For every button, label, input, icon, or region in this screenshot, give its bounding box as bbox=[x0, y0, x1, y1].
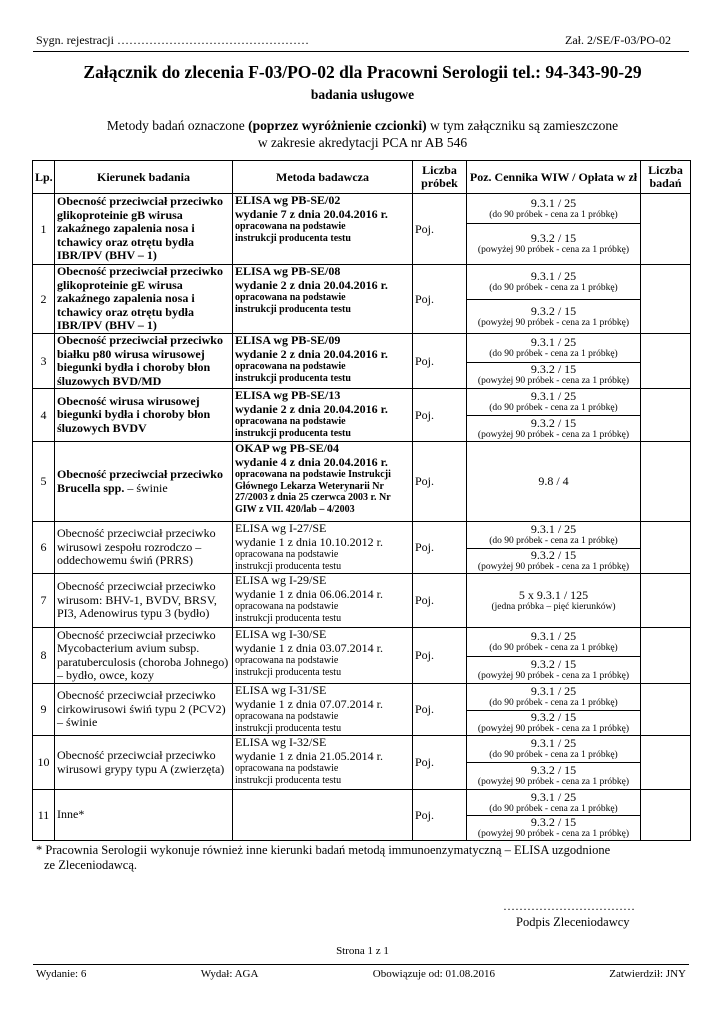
price-note: (powyżej 90 próbek - cena za 1 próbkę) bbox=[477, 245, 630, 255]
method-basis: opracowana na podstawie bbox=[235, 711, 339, 722]
cell-lp: 3 bbox=[33, 334, 55, 389]
method-basis: opracowana na podstawie bbox=[235, 416, 346, 427]
method-name: ELISA wg PB-SE/08 bbox=[235, 264, 341, 278]
price-note: (do 90 próbek - cena za 1 próbkę) bbox=[489, 209, 618, 220]
price-code: 9.3.1 / 25 bbox=[530, 522, 577, 536]
direction-text: Obecność przeciwciał przeciwko wirusowi grypy typu A (zwierzęta) bbox=[57, 748, 225, 776]
method-edition: wydanie 1 z dnia 07.07.2014 r. bbox=[235, 696, 383, 711]
price-code: 9.3.2 / 15 bbox=[530, 415, 577, 430]
cell-method bbox=[233, 522, 413, 574]
table-row bbox=[33, 442, 691, 522]
table-row bbox=[33, 736, 691, 763]
method-name: ELISA wg I-27/SE bbox=[235, 521, 327, 535]
direction-rest: – świnie bbox=[124, 480, 168, 495]
method-edition: wydanie 1 z dnia 06.06.2014 r. bbox=[235, 586, 383, 601]
price-note: (do 90 próbek - cena za 1 próbkę) bbox=[489, 698, 618, 708]
cell-price bbox=[467, 574, 641, 628]
method-name: ELISA wg PB-SE/02 bbox=[235, 193, 341, 207]
cell-method bbox=[233, 684, 413, 736]
intro-line2: w zakresie akredytacji PCA nr AB 546 bbox=[257, 135, 468, 150]
cell-lp: 11 bbox=[33, 790, 55, 841]
method-basis: opracowana na podstawie bbox=[235, 361, 346, 372]
price-note: (powyżej 90 próbek - cena za 1 próbkę) bbox=[477, 376, 630, 387]
price-code: 9.3.1 / 25 bbox=[530, 629, 577, 643]
footnote-line1: * Pracownia Serologii wykonuje również inne kierunki badań metodą immunoenzymatyczną – ELISA uzgodnione bbox=[36, 843, 611, 857]
cell-direction bbox=[55, 194, 233, 265]
method-source: instrukcji producenta testu bbox=[235, 722, 342, 734]
price-code: 9.3.2 / 15 bbox=[530, 548, 577, 562]
method-edition: wydanie 1 z dnia 21.05.2014 r. bbox=[235, 748, 383, 763]
method-basis: opracowana na podstawie bbox=[235, 549, 339, 560]
cell-lp: 4 bbox=[33, 389, 55, 442]
method-source: instrukcji producenta testu bbox=[235, 303, 351, 315]
method-name: OKAP wg PB-SE/04 bbox=[235, 441, 340, 455]
price-code: 9.3.1 / 25 bbox=[530, 736, 577, 750]
method-basis: opracowana na podstawie bbox=[235, 655, 339, 666]
method-basis: opracowana na podstawie bbox=[235, 292, 346, 303]
header-method: Metoda badawcza bbox=[233, 161, 413, 194]
cell-count: Poj. bbox=[413, 522, 467, 574]
footer-approved: Zatwierdził: JNY bbox=[609, 968, 686, 980]
cell-method bbox=[233, 334, 413, 389]
cell-count: Poj. bbox=[413, 389, 467, 442]
cell-count: Poj. bbox=[413, 684, 467, 736]
table-row bbox=[33, 265, 691, 300]
price-note: (do 90 próbek - cena za 1 próbkę) bbox=[489, 403, 618, 413]
price-code: 9.3.1 / 25 bbox=[530, 389, 577, 403]
price-code: 9.3.2 / 15 bbox=[530, 763, 577, 777]
price-code: 9.3.2 / 15 bbox=[530, 815, 577, 829]
cell-samples-input[interactable] bbox=[641, 628, 691, 684]
services-table bbox=[32, 160, 691, 841]
header-samples: Liczba badań bbox=[641, 161, 691, 194]
cell-price bbox=[467, 389, 641, 416]
direction-text: Inne* bbox=[57, 807, 85, 822]
cell-price bbox=[467, 657, 641, 684]
cell-lp: 9 bbox=[33, 684, 55, 736]
method-source: instrukcji producenta testu bbox=[235, 666, 342, 678]
method-name: ELISA wg I-30/SE bbox=[235, 627, 327, 641]
price-note: (powyżej 90 próbek - cena za 1 próbkę) bbox=[477, 777, 630, 787]
cell-direction bbox=[55, 736, 233, 790]
cell-count: Poj. bbox=[413, 574, 467, 628]
price-code: 9.3.1 / 25 bbox=[530, 789, 577, 804]
header-price: Poz. Cennika WIW / Opłata w zł bbox=[467, 161, 641, 194]
price-note: (do 90 próbek - cena za 1 próbkę) bbox=[489, 803, 618, 814]
direction-text: Obecność przeciwciał przeciwko wirusom: BHV-1, BVDV, BRSV, PI3, Adenowirus typu 3 (bydło) bbox=[57, 579, 217, 621]
cell-direction bbox=[55, 265, 233, 334]
table-body bbox=[33, 194, 691, 841]
method-name: ELISA wg I-32/SE bbox=[235, 735, 327, 749]
price-note: (do 90 próbek - cena za 1 próbkę) bbox=[489, 348, 618, 359]
cell-samples-input[interactable] bbox=[641, 574, 691, 628]
footer-divider bbox=[33, 964, 689, 965]
cell-count: Poj. bbox=[413, 628, 467, 684]
cell-method bbox=[233, 389, 413, 442]
price-note: (powyżej 90 próbek - cena za 1 próbkę) bbox=[477, 317, 630, 328]
table-row bbox=[33, 389, 691, 416]
method-edition: wydanie 2 z dnia 20.04.2016 r. bbox=[235, 277, 388, 292]
cell-price bbox=[467, 736, 641, 763]
price-note: (powyżej 90 próbek - cena za 1 próbkę) bbox=[477, 562, 630, 572]
intro-text bbox=[0, 117, 725, 151]
document-code: Zał. 2/SE/F-03/PO-02 bbox=[564, 33, 671, 47]
cell-samples-input[interactable] bbox=[641, 522, 691, 574]
price-code: 9.3.1 / 25 bbox=[530, 684, 577, 698]
method-edition: wydanie 2 z dnia 20.04.2016 r. bbox=[235, 346, 388, 361]
method-source: instrukcji producenta testu bbox=[235, 372, 351, 384]
cell-samples-input[interactable] bbox=[641, 442, 691, 522]
price-note: (do 90 próbek - cena za 1 próbkę) bbox=[489, 643, 618, 653]
header-lp: Lp. bbox=[33, 161, 55, 194]
signature-label: Podpis Zleceniodawcy bbox=[516, 915, 630, 929]
method-edition: wydanie 4 z dnia 20.04.2016 r. bbox=[235, 454, 388, 469]
table-row bbox=[33, 790, 691, 816]
method-name: ELISA wg PB-SE/13 bbox=[235, 388, 341, 402]
price-code: 9.8 / 4 bbox=[538, 474, 569, 488]
direction-text: Obecność przeciwciał przeciwko glikoproteinie gB wirusa zakaźnego zapalenia nosa i tchawicy oraz otrętu bydła IBR/IPV (BHV – 1) bbox=[57, 194, 223, 263]
price-note: (do 90 próbek - cena za 1 próbkę) bbox=[489, 750, 618, 760]
price-note: (jedna próbka – pięć kierunków) bbox=[491, 601, 616, 612]
method-source: instrukcji producenta testu bbox=[235, 612, 342, 624]
method-edition: wydanie 1 z dnia 10.10.2012 r. bbox=[235, 534, 383, 549]
cell-direction bbox=[55, 628, 233, 684]
method-basis: opracowana na podstawie bbox=[235, 221, 346, 232]
cell-count: Poj. bbox=[413, 265, 467, 334]
direction-text: Obecność przeciwciał przeciwko Mycobacterium avium subsp. paratuberculosis (choroba Johnego) – bydło, owce, kozy bbox=[57, 627, 229, 682]
cell-direction bbox=[55, 389, 233, 442]
cell-price bbox=[467, 194, 641, 224]
cell-lp: 8 bbox=[33, 628, 55, 684]
cell-price bbox=[467, 522, 641, 549]
cell-price bbox=[467, 711, 641, 736]
footer bbox=[36, 968, 686, 980]
direction-text: Obecność przeciwciał przeciwko białku p80 wirusa wirusowej biegunki bydła i choroby błon śluzowych BVD/MD bbox=[57, 333, 223, 388]
price-note: (powyżej 90 próbek - cena za 1 próbkę) bbox=[477, 671, 630, 681]
cell-direction bbox=[55, 442, 233, 522]
method-source: instrukcji producenta testu bbox=[235, 560, 342, 572]
cell-method bbox=[233, 790, 413, 841]
method-source: instrukcji producenta testu bbox=[235, 774, 342, 786]
cell-method bbox=[233, 442, 413, 522]
cell-price bbox=[467, 816, 641, 841]
cell-price bbox=[467, 549, 641, 574]
header-count: Liczba próbek bbox=[413, 161, 467, 194]
cell-lp: 1 bbox=[33, 194, 55, 265]
cell-count: Poj. bbox=[413, 790, 467, 841]
cell-count: Poj. bbox=[413, 194, 467, 265]
price-code: 9.3.2 / 15 bbox=[530, 303, 577, 318]
direction-text: Obecność wirusa wirusowej biegunki bydła i choroby błon śluzowych BVDV bbox=[57, 393, 211, 435]
cell-price bbox=[467, 442, 641, 522]
cell-lp: 2 bbox=[33, 265, 55, 334]
signature-line: …………………………… bbox=[503, 899, 635, 913]
registration-label: Sygn. rejestracji ………………………………………… bbox=[36, 33, 309, 47]
cell-samples-input[interactable] bbox=[641, 736, 691, 790]
price-note: (do 90 próbek - cena za 1 próbkę) bbox=[489, 536, 618, 546]
intro-part2: w tym załączniku są zamieszczone bbox=[426, 118, 619, 133]
footnote-line2: ze Zleceniodawcą. bbox=[44, 858, 137, 872]
cell-price bbox=[467, 224, 641, 265]
table-row bbox=[33, 574, 691, 628]
method-source: instrukcji producenta testu bbox=[235, 427, 351, 439]
table-row bbox=[33, 522, 691, 549]
cell-method bbox=[233, 736, 413, 790]
cell-price bbox=[467, 265, 641, 300]
cell-count: Poj. bbox=[413, 736, 467, 790]
price-code: 9.3.1 / 25 bbox=[530, 334, 577, 349]
intro-part1: Metody badań oznaczone bbox=[106, 118, 249, 133]
header-direction: Kierunek badania bbox=[55, 161, 233, 194]
cell-count: Poj. bbox=[413, 442, 467, 522]
method-edition: wydanie 2 z dnia 20.04.2016 r. bbox=[235, 401, 388, 416]
cell-method bbox=[233, 194, 413, 265]
cell-lp: 6 bbox=[33, 522, 55, 574]
method-name: ELISA wg I-31/SE bbox=[235, 683, 327, 697]
cell-samples-input[interactable] bbox=[641, 194, 691, 265]
footnote bbox=[36, 843, 610, 873]
cell-direction bbox=[55, 684, 233, 736]
cell-direction bbox=[55, 334, 233, 389]
header-divider bbox=[33, 51, 689, 52]
cell-price bbox=[467, 684, 641, 711]
cell-direction bbox=[55, 574, 233, 628]
table-header-row bbox=[33, 161, 691, 194]
direction-text: Obecność przeciwciał przeciwko cirkowirusowi świń typu 2 (PCV2) – świnie bbox=[57, 688, 226, 730]
price-note: (powyżej 90 próbek - cena za 1 próbkę) bbox=[477, 829, 630, 839]
direction-bold: Obecność przeciwciał przeciwko Brucella spp. bbox=[57, 467, 223, 495]
cell-price bbox=[467, 362, 641, 388]
price-code: 9.3.1 / 25 bbox=[530, 269, 577, 283]
cell-samples-input[interactable] bbox=[641, 334, 691, 389]
table-row bbox=[33, 194, 691, 224]
footer-valid: Obowiązuje od: 01.08.2016 bbox=[372, 968, 495, 980]
cell-method bbox=[233, 628, 413, 684]
method-name: ELISA wg PB-SE/09 bbox=[235, 333, 341, 347]
cell-lp: 10 bbox=[33, 736, 55, 790]
direction-text: Obecność przeciwciał przeciwko wirusowi zespołu rozrodczo – oddechowemu świń (PRRS) bbox=[57, 526, 216, 568]
cell-samples-input[interactable] bbox=[641, 389, 691, 442]
cell-price bbox=[467, 628, 641, 657]
cell-price bbox=[467, 300, 641, 334]
price-note: (do 90 próbek - cena za 1 próbkę) bbox=[489, 283, 618, 293]
table-row bbox=[33, 334, 691, 363]
method-basis: opracowana na podstawie bbox=[235, 601, 339, 612]
cell-samples-input[interactable] bbox=[641, 265, 691, 334]
cell-direction bbox=[55, 790, 233, 841]
method-basis: opracowana na podstawie Instrukcji Głównego Lekarza Weterynarii Nr 27/2003 z dnia 25 czerwca 2003 r. Nr GIW z VII. 420/lab – 4/2003 bbox=[235, 469, 391, 515]
cell-price bbox=[467, 334, 641, 363]
cell-method bbox=[233, 265, 413, 334]
price-note: (powyżej 90 próbek - cena za 1 próbkę) bbox=[477, 429, 630, 440]
cell-price bbox=[467, 763, 641, 790]
method-edition: wydanie 7 z dnia 20.04.2016 r. bbox=[235, 206, 388, 221]
method-edition: wydanie 1 z dnia 03.07.2014 r. bbox=[235, 640, 383, 655]
method-source: instrukcji producenta testu bbox=[235, 232, 351, 244]
cell-samples-input[interactable] bbox=[641, 684, 691, 736]
cell-count: Poj. bbox=[413, 334, 467, 389]
price-code: 5 x 9.3.1 / 125 bbox=[518, 587, 589, 602]
page-title: Załącznik do zlecenia F-03/PO-02 dla Pracowni Serologii tel.: 94-343-90-29 bbox=[83, 62, 642, 82]
table-row bbox=[33, 628, 691, 657]
method-name: ELISA wg I-29/SE bbox=[235, 573, 327, 587]
page-number: Strona 1 z 1 bbox=[336, 945, 389, 957]
cell-price bbox=[467, 416, 641, 442]
direction-text: Obecność przeciwciał przeciwko glikoproteinie gE wirusa zakaźnego zapalenia nosa i tchawicy oraz otrętu bydła IBR/IPV (BHV – 1) bbox=[57, 264, 223, 333]
footer-edition: Wydanie: 6 bbox=[36, 968, 87, 980]
cell-direction bbox=[55, 522, 233, 574]
price-code: 9.3.1 / 25 bbox=[530, 195, 577, 210]
cell-samples-input[interactable] bbox=[641, 790, 691, 841]
price-code: 9.3.2 / 15 bbox=[530, 710, 577, 724]
cell-price bbox=[467, 790, 641, 816]
footer-issued: Wydał: AGA bbox=[200, 968, 259, 980]
cell-lp: 7 bbox=[33, 574, 55, 628]
cell-lp: 5 bbox=[33, 442, 55, 522]
cell-method bbox=[233, 574, 413, 628]
price-code: 9.3.2 / 15 bbox=[530, 362, 577, 377]
method-basis: opracowana na podstawie bbox=[235, 763, 339, 774]
price-note: (powyżej 90 próbek - cena za 1 próbkę) bbox=[477, 724, 630, 734]
table-row bbox=[33, 684, 691, 711]
price-code: 9.3.2 / 15 bbox=[530, 231, 577, 245]
intro-bold: (poprzez wyróżnienie czcionki) bbox=[248, 118, 427, 133]
page-subtitle: badania usługowe bbox=[310, 87, 415, 102]
price-code: 9.3.2 / 15 bbox=[530, 657, 577, 671]
